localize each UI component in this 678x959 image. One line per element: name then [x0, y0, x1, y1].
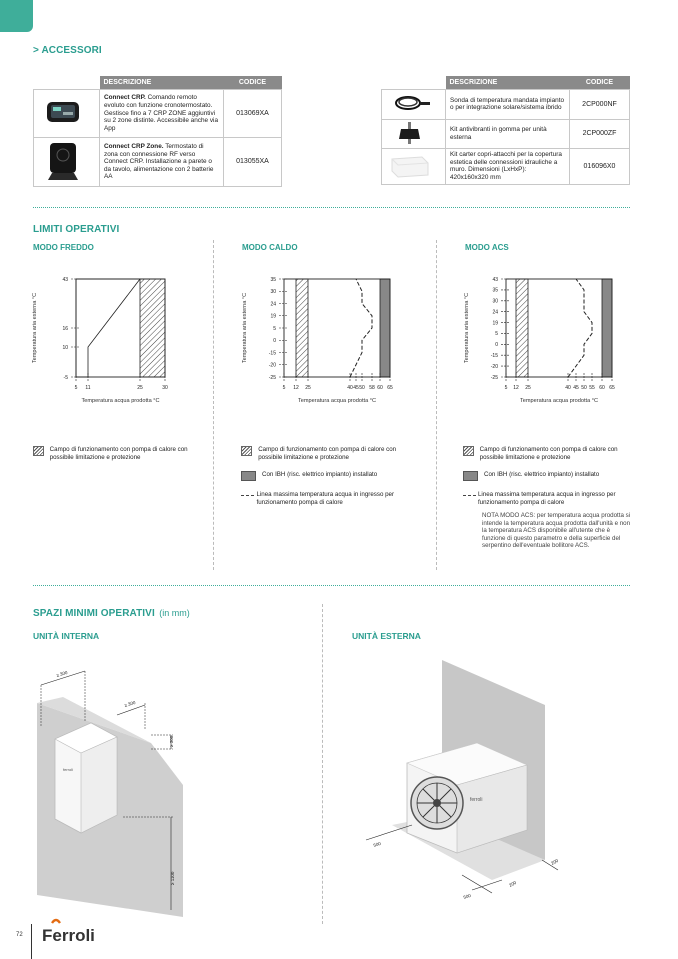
code-cell: 016096X0 [570, 149, 630, 185]
dash-line-symbol [463, 491, 472, 499]
col-header-codice: CODICE [224, 76, 282, 90]
section-title-accessori: > ACCESSORI [33, 45, 102, 56]
x-tick-label: 12 [513, 385, 519, 391]
table-row: Connect CRP Zone. Termostato di zona con connessione RF verso Connect CRP. Installazione a parete o da tavolo, alimentazione con 2 batterie AA 013055XA [34, 137, 282, 187]
ibh-swatch [463, 471, 478, 481]
y-tick-label: -20 [268, 362, 276, 369]
x-tick-label: 5 [504, 385, 508, 391]
x-tick-label: 30 [162, 385, 168, 391]
y-tick-label: 16 [62, 325, 68, 332]
cover-carter-image [382, 149, 446, 185]
chart-modo-acs [460, 265, 630, 420]
chart-modo-freddo [28, 265, 198, 420]
mode-title-freddo: MODO FREDDO [33, 243, 94, 252]
ibh-zone [602, 279, 612, 377]
hatched-zone [140, 279, 165, 377]
hatch-swatch [463, 446, 474, 456]
column-divider [436, 240, 437, 570]
y-tick-label: 24 [270, 301, 276, 308]
x-tick-label: 45 [353, 385, 359, 391]
connect-crp-zone-device-image [34, 137, 100, 187]
x-tick-label: 25 [137, 385, 143, 391]
svg-text:ferroli: ferroli [470, 797, 483, 803]
x-tick-label: 55 [589, 385, 595, 391]
external-unit-title: UNITÀ ESTERNA [352, 631, 421, 641]
x-axis-label: Temperatura acqua prodotta °C [519, 398, 599, 404]
svg-text:≥ 300: ≥ 300 [123, 699, 137, 708]
x-axis-label: Temperatura acqua prodotta °C [297, 398, 377, 404]
x-tick-label: 45 [573, 385, 579, 391]
y-tick-label: 19 [270, 313, 276, 320]
x-tick-label: 40 [565, 385, 571, 391]
y-axis-label: Temperatura aria esterna °C [242, 292, 248, 364]
y-tick-label: 5 [273, 325, 276, 332]
x-tick-label: 65 [609, 385, 615, 391]
y-tick-label: -5 [63, 374, 68, 381]
table-row: Kit antivibranti in gomma per unità esterna 2CP000ZF [382, 119, 630, 149]
svg-text:≥ 300: ≥ 300 [169, 735, 174, 747]
x-tick-label: 58 [369, 385, 375, 391]
ferroli-logo [40, 917, 100, 950]
operating-zone [76, 279, 140, 377]
ibh-swatch [241, 471, 256, 481]
svg-text:200: 200 [550, 857, 560, 866]
internal-unit-clearance-drawing [33, 655, 218, 920]
code-cell: 013055XA [224, 137, 282, 187]
x-tick-label: 11 [85, 385, 91, 391]
y-axis-label: Temperatura aria esterna °C [32, 292, 38, 364]
mode-title-caldo: MODO CALDO [242, 243, 298, 252]
x-tick-label: 50 [581, 385, 587, 391]
max-inlet-line [568, 279, 592, 377]
hatched-zone [296, 279, 308, 377]
y-tick-label: 24 [492, 309, 498, 316]
legend-caldo: Campo di funzionamento con pompa di calore con possibile limitazione e protezione Con IBH (risc. elettrico impianto) installato Linea massima temperatura acqua in ingresso per funzionamento pompa di calore [241, 446, 421, 506]
x-tick-label: 50 [359, 385, 365, 391]
footer-rule [31, 924, 32, 959]
column-divider [213, 240, 214, 570]
svg-text:≥ 1100: ≥ 1100 [170, 871, 175, 885]
accessories-table-left [33, 76, 282, 187]
x-tick-label: 40 [347, 385, 353, 391]
y-tick-label: -20 [490, 363, 498, 370]
y-tick-label: 0 [273, 338, 276, 345]
x-tick-label: 60 [377, 385, 383, 391]
y-tick-label: -25 [268, 374, 276, 381]
code-cell: 2CP000NF [570, 90, 630, 120]
column-divider [322, 604, 323, 924]
svg-text:≥ 300: ≥ 300 [55, 669, 69, 678]
y-tick-label: 19 [492, 320, 498, 327]
legend-acs: Campo di funzionamento con pompa di calore con possibile limitazione e protezione Con IBH (risc. elettrico impianto) installato Linea massima temperatura acqua in ingresso per funzionamento pompa di calore NOTA MODO ACS: per temperatura acqua prodotta si intende la temperatura acqua prodotta dall'unità e non la temperatura ACS disponibile all'utente che è funzione di questo parametro e della superficie del serpentino dell'eventuale bollitore ACS. [463, 446, 633, 550]
page-number: 72 [16, 932, 23, 938]
svg-text:500: 500 [462, 892, 472, 900]
col-header-descrizione: DESCRIZIONE [100, 76, 224, 90]
hatch-swatch [33, 446, 44, 456]
y-tick-label: 43 [492, 276, 498, 283]
internal-unit-title: UNITÀ INTERNA [33, 631, 100, 641]
section-divider [33, 207, 630, 208]
dash-line-symbol [241, 491, 250, 499]
anti-vibration-kit-image [382, 119, 446, 149]
x-tick-label: 5 [74, 385, 78, 391]
svg-text:200: 200 [508, 879, 518, 888]
code-cell: 013069XA [224, 90, 282, 138]
y-tick-label: -25 [490, 374, 498, 381]
x-tick-label: 65 [387, 385, 393, 391]
table-row: Sonda di temperatura mandata impianto o per integrazione solare/sistema ibrido 2CP000NF [382, 90, 630, 120]
y-tick-label: 10 [62, 344, 68, 351]
section-title-spazi: SPAZI MINIMI OPERATIVI (in mm) [33, 608, 190, 619]
x-tick-label: 5 [282, 385, 286, 391]
x-tick-label: 25 [305, 385, 311, 391]
y-tick-label: -15 [268, 350, 276, 357]
x-tick-label: 25 [525, 385, 531, 391]
external-unit-clearance-drawing [352, 655, 602, 910]
section-divider [33, 585, 630, 586]
chart-modo-caldo [238, 265, 408, 420]
y-tick-label: 35 [492, 287, 498, 294]
y-tick-label: 43 [62, 276, 68, 283]
y-tick-label: -15 [490, 353, 498, 360]
legend-freddo: Campo di funzionamento con pompa di calore con possibile limitazione e protezione [33, 446, 203, 461]
x-tick-label: 12 [293, 385, 299, 391]
y-tick-label: 0 [495, 342, 498, 349]
accessories-table-right [381, 76, 630, 185]
table-row: Kit carter copri-attacchi per la copertura estetica delle connessioni idrauliche a muro. Dimensioni (LxHxP): 420x160x320 mm 016096X0 [382, 149, 630, 185]
y-axis-label: Temperatura aria esterna °C [464, 292, 470, 364]
mode-title-acs: MODO ACS [465, 243, 509, 252]
hatch-swatch [241, 446, 252, 456]
max-inlet-line [350, 279, 372, 377]
connect-crp-device-image [34, 90, 100, 138]
y-tick-label: 30 [492, 298, 498, 305]
x-tick-label: 60 [599, 385, 605, 391]
col-header-descrizione: DESCRIZIONE [446, 76, 570, 90]
temperature-probe-image [382, 90, 446, 120]
svg-text:Ferroli: Ferroli [42, 926, 95, 945]
y-tick-label: 35 [270, 276, 276, 283]
x-axis-label: Temperatura acqua prodotta °C [81, 398, 160, 404]
page-corner-tab [0, 0, 33, 32]
ibh-zone [380, 279, 390, 377]
table-row: Connect CRP. Comando remoto evoluto con funzione cronotermostato. Gestisce fino a 7 CRP ZONE aggiuntivi su 2 zone distinte. Accessibile anche via App 013069XA [34, 90, 282, 138]
y-tick-label: 30 [270, 289, 276, 296]
y-tick-label: 5 [495, 331, 498, 338]
svg-text:500: 500 [372, 840, 382, 848]
section-title-limiti: LIMITI OPERATIVI [33, 224, 120, 235]
col-header-codice: CODICE [570, 76, 630, 90]
code-cell: 2CP000ZF [570, 119, 630, 149]
note-acs: NOTA MODO ACS: per temperatura acqua prodotta si intende la temperatura acqua prodotta dall'unità e non la temperatura ACS disponibile all'utente che è funzione di questo parametro e della superficie del serpentino dell'eventuale bollitore ACS. [482, 512, 631, 549]
svg-text:ferroli: ferroli [63, 767, 74, 772]
hatched-zone [516, 279, 528, 377]
